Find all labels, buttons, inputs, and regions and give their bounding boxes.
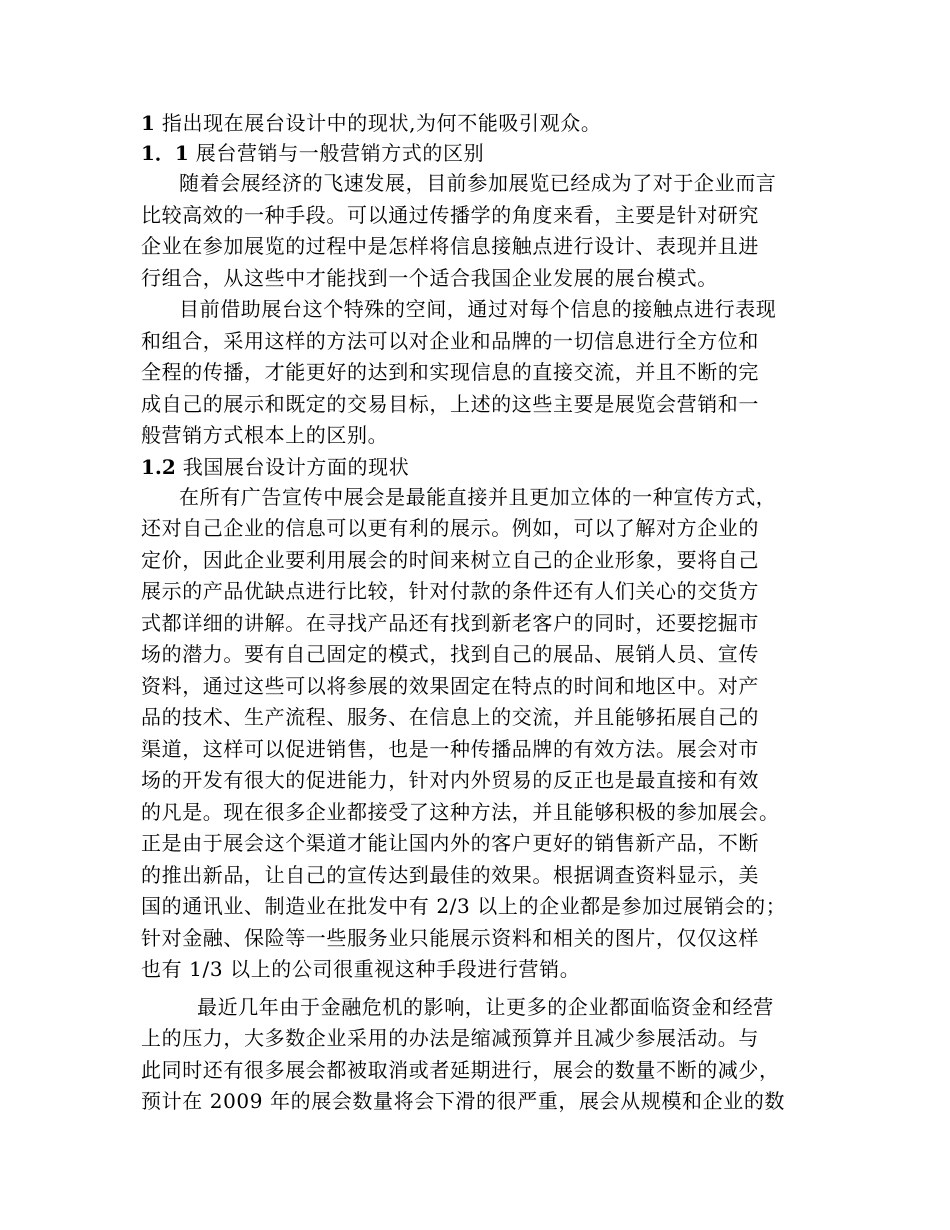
paragraph-line: 针对金融、保险等一些服务业只能展示资料和相关的图片，仅仅这样	[141, 925, 759, 950]
paragraph-line: 行组合，从这些中才能找到一个适合我国企业发展的展台模式。	[141, 265, 718, 290]
paragraph-line: 还对自己企业的信息可以更有利的展示。例如，可以了解对方企业的	[141, 516, 759, 540]
paragraph-line: 般营销方式根本上的区别。	[141, 423, 389, 447]
heading-1-1-number: 1．1	[141, 141, 189, 165]
heading-1	[141, 108, 841, 138]
paragraph-line: 在所有广告宣传中展会是最能直接并且更加立体的一种宣传方式，	[179, 484, 777, 509]
paragraph-line: 也有 1/3 以上的公司很重视这种手段进行营销。	[141, 957, 581, 981]
paragraph-line: 展示的产品优缺点进行比较，针对付款的条件还有人们关心的交货方	[141, 579, 759, 603]
paragraph-line: 的推出新品，让自己的宣传达到最佳的效果。根据调查资料显示，美	[141, 862, 759, 887]
paragraph-2	[141, 294, 841, 452]
paragraph-line: 目前借助展台这个特殊的空间，通过对每个信息的接触点进行表现	[179, 297, 777, 321]
paragraph-line: 场的潜力。要有自己固定的模式，找到自己的展品、展销人员、宣传	[141, 642, 759, 666]
heading-1-1	[141, 138, 841, 168]
heading-1-text: 指出现在展台设计中的现状,为何不能吸引观众。	[154, 111, 602, 135]
paragraph-3	[141, 482, 841, 986]
heading-1-1-text: 展台营销与一般营销方式的区别	[188, 141, 485, 165]
paragraph-line: 资料，通过这些可以将参展的效果固定在特点的时间和地区中。对产	[141, 673, 759, 698]
paragraph-line: 渠道，这样可以促进销售，也是一种传播品牌的有效方法。展会对市	[141, 736, 759, 761]
paragraph-line: 品的技术、生产流程、服务、在信息上的交流，并且能够拓展自己的	[141, 705, 759, 729]
paragraph-line: 此同时还有很多展会都被取消或者延期进行，展会的数量不断的减少，	[141, 1057, 780, 1082]
paragraph-line: 比较高效的一种手段。可以通过传播学的角度来看，主要是针对研究	[141, 202, 759, 227]
paragraph-line: 成自己的展示和既定的交易目标，上述的这些主要是展览会营销和一	[141, 391, 759, 416]
heading-1-2	[141, 452, 841, 482]
paragraph-line: 上的压力，大多数企业采用的办法是缩减预算并且减少参展活动。与	[141, 1026, 759, 1050]
paragraph-line: 预计在 2009 年的展会数量将会下滑的很严重，展会从规模和企业的数	[141, 1089, 786, 1113]
paragraph-line: 国的通讯业、制造业在批发中有 2/3 以上的企业都是参加过展销会的；	[141, 894, 787, 918]
paragraph-line: 最近几年由于金融危机的影响，让更多的企业都面临资金和经营	[197, 994, 774, 1019]
paragraph-line: 定价，因此企业要利用展会的时间来树立自己的企业形象，要将自己	[141, 547, 759, 572]
paragraph-4	[141, 992, 841, 1118]
paragraph-1	[141, 168, 841, 294]
paragraph-line: 和组合，采用这样的方法可以对企业和品牌的一切信息进行全方位和	[141, 328, 759, 353]
paragraph-line: 企业在参加展览的过程中是怎样将信息接触点进行设计、表现并且进	[141, 234, 759, 258]
paragraph-line: 正是由于展会这个渠道才能让国内外的客户更好的销售新产品，不断	[141, 831, 759, 855]
paragraph-line: 随着会展经济的飞速发展，目前参加展览已经成为了对于企业而言	[179, 171, 777, 195]
document-body	[141, 108, 841, 1118]
paragraph-line: 的凡是。现在很多企业都接受了这种方法，并且能够积极的参加展会。	[141, 799, 780, 824]
paragraph-line: 场的开发有很大的促进能力，针对内外贸易的反正也是最直接和有效	[141, 768, 759, 792]
heading-1-2-number: 1.2	[141, 454, 176, 479]
paragraph-line: 全程的传播，才能更好的达到和实现信息的直接交流，并且不断的完	[141, 360, 759, 384]
heading-1-2-text: 我国展台设计方面的现状	[175, 454, 410, 479]
paragraph-line: 式都详细的讲解。在寻找产品还有找到新老客户的同时，还要挖掘市	[141, 610, 759, 635]
heading-1-number: 1	[141, 111, 155, 135]
